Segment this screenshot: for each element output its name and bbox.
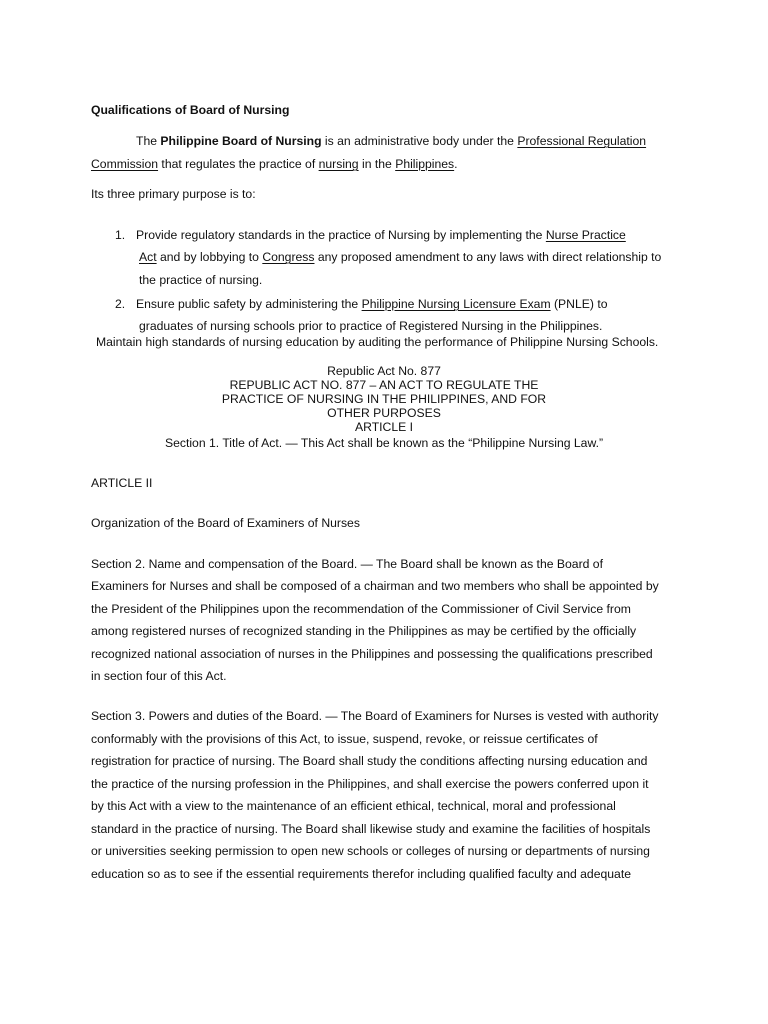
- page-heading: [91, 103, 289, 117]
- article-2-subtitle: Organization of the Board of Examiners of Nurses: [91, 516, 360, 530]
- list-item-1-line-1: [136, 228, 626, 242]
- article-1-heading: ARTICLE I: [354, 420, 414, 434]
- section-2-line: among registered nurses of recognized standing in the Philippines as may be certified by the officially: [91, 624, 637, 638]
- section-3-line: education so as to see if the essential requirements therefor including qualified faculty and adequate: [91, 867, 631, 881]
- list-text: any proposed amendment to any laws with direct relationship to: [314, 250, 662, 264]
- list-item-1-line-3: the practice of nursing.: [139, 273, 263, 287]
- section-2-line: Section 2. Name and compensation of the Board. — The Board shall be known as the Board of: [91, 557, 603, 571]
- act-number: Republic Act No. 877: [327, 364, 441, 378]
- intro-text: is an administrative body under the: [321, 134, 518, 148]
- list-text: (PNLE) to: [550, 297, 608, 311]
- intro-text: The: [136, 134, 161, 148]
- list-item-3-line: Maintain high standards of nursing education by auditing the performance of Philippine Nursing Schools.: [96, 335, 659, 349]
- section-3-line: Section 3. Powers and duties of the Board. — The Board of Examiners for Nurses is vested with authority: [91, 709, 659, 723]
- list-text: Provide regulatory standards in the practice of Nursing by implementing the: [136, 228, 546, 242]
- section-3-line: conformably with the provisions of this Act, to issue, suspend, revoke, or reissue certificates of: [91, 732, 598, 746]
- list-item-2-number: 2.: [115, 297, 126, 311]
- intro-line-2: [91, 157, 458, 171]
- intro-line-1: [136, 134, 646, 148]
- congress-link[interactable]: Congress: [262, 250, 315, 264]
- purpose-line: Its three primary purpose is to:: [91, 187, 256, 201]
- pnle-link[interactable]: Philippine Nursing Licensure Exam: [361, 297, 551, 311]
- section-3-line: or universities seeking permission to open new schools or colleges of nursing or departments of nursing: [91, 844, 650, 858]
- list-text: and by lobbying to: [156, 250, 263, 264]
- article-2-heading: ARTICLE II: [91, 476, 153, 490]
- section-3-line: registration for practice of nursing. The Board shall study the conditions affecting nursing education and: [91, 754, 648, 768]
- intro-text: .: [454, 157, 458, 171]
- section-2-line: the President of the Philippines upon the recommendation of the Commissioner of Civil Service from: [91, 602, 631, 616]
- nurse-practice-act-link[interactable]: Nurse Practice: [545, 228, 626, 242]
- list-text: Ensure public safety by administering the: [136, 297, 362, 311]
- philippines-link[interactable]: Philippines: [395, 157, 455, 171]
- section-2-line: recognized national association of nurses in the Philippines and possessing the qualifications prescribed: [91, 647, 653, 661]
- prc-link[interactable]: Professional Regulation: [517, 134, 647, 148]
- act-title-line-2: PRACTICE OF NURSING IN THE PHILIPPINES, AND FOR: [221, 392, 547, 406]
- section-2-line: in section four of this Act.: [91, 669, 227, 683]
- list-item-2-line-2: graduates of nursing schools prior to practice of Registered Nursing in the Philippines.: [139, 319, 603, 333]
- section-2-line: Examiners for Nurses and shall be composed of a chairman and two members who shall be appointed by: [91, 579, 659, 593]
- list-item-1-line-2: [139, 250, 661, 264]
- section-3-line: standard in the practice of nursing. The Board shall likewise study and examine the facilities of hospitals: [91, 822, 651, 836]
- section-3-line: by this Act with a view to the maintenance of an efficient ethical, technical, moral and professional: [91, 799, 616, 813]
- prc-link-cont[interactable]: Commission: [91, 157, 159, 171]
- list-item-1-number: 1.: [115, 228, 126, 242]
- heading-text: Qualifications of Board of Nursing: [91, 103, 290, 117]
- intro-text: that regulates the practice of: [158, 157, 319, 171]
- act-title-line-3: OTHER PURPOSES: [327, 406, 441, 420]
- nurse-practice-act-link-cont[interactable]: Act: [139, 250, 157, 264]
- list-item-2-line-1: [136, 297, 608, 311]
- intro-bold-term: Philippine Board of Nursing: [160, 134, 322, 148]
- nursing-link[interactable]: nursing: [318, 157, 359, 171]
- intro-text: in the: [358, 157, 396, 171]
- section-1-text: Section 1. Title of Act. — This Act shall be known as the “Philippine Nursing Law.”: [164, 436, 604, 450]
- section-3-line: the practice of the nursing profession in the Philippines, and shall exercise the powers conferred upon it: [91, 777, 649, 791]
- act-title-line-1: REPUBLIC ACT NO. 877 – AN ACT TO REGULATE THE: [229, 378, 539, 392]
